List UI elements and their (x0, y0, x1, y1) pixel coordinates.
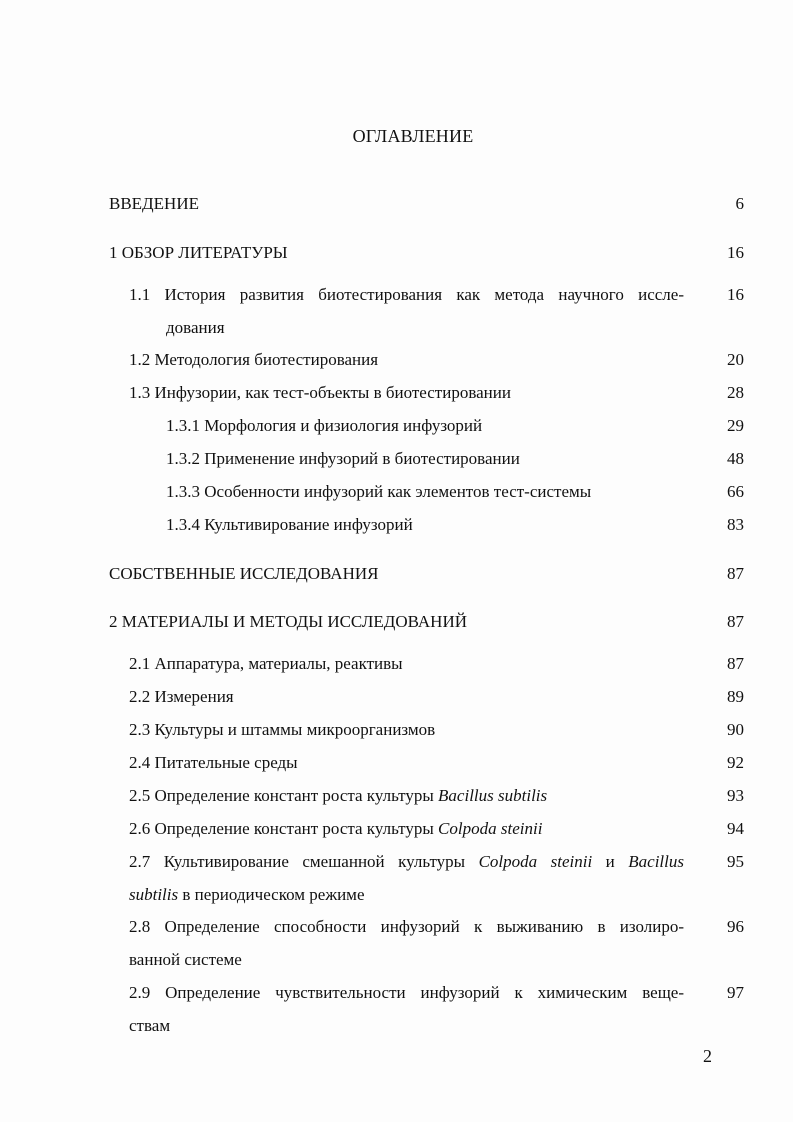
toc-entry-text (129, 779, 547, 812)
toc-entry-text: 1.3 Инфузории, как тест-объекты в биотестировании (129, 383, 511, 402)
toc-entry-text-continuation: ствам (129, 1016, 171, 1035)
toc-entry-text: 1.1 История развития биотестирования как метода научного иссле- (129, 285, 684, 304)
toc-entry-text: 2.1 Аппаратура, материалы, реактивы (129, 654, 403, 673)
toc-entry-text: СОБСТВЕННЫЕ ИССЛЕДОВАНИЯ (109, 564, 379, 583)
species-name: Colpoda steinii (438, 819, 543, 838)
toc-entry-text: 1.3.3 Особенности инфузорий как элементов тест-системы (166, 482, 592, 501)
species-name: Bacillus subtilis (438, 786, 548, 805)
toc-page-number: 16 (727, 285, 744, 304)
toc-page-number: 97 (727, 983, 744, 1002)
toc-entry-text (129, 845, 684, 878)
toc-page-number: 87 (727, 654, 744, 673)
toc-entry-text-plain: в периодическом режиме (178, 885, 365, 904)
toc-entry-text-plain: 2.7 Культивирование смешанной культуры (129, 852, 479, 871)
toc-entry-text: 1.3.4 Культивирование инфузорий (166, 515, 413, 534)
toc-entry-text: 1.3.1 Морфология и физиология инфузорий (166, 416, 483, 435)
toc-page-number: 92 (727, 753, 744, 772)
toc-entry-text-plain: и (592, 852, 629, 871)
toc-page-number: 93 (727, 786, 744, 805)
toc-page-number: 29 (727, 416, 744, 435)
toc-page-number: 94 (727, 819, 744, 838)
toc-entry-text: 2 МАТЕРИАЛЫ И МЕТОДЫ ИССЛЕДОВАНИЙ (109, 612, 468, 631)
toc-entry-text: 2.2 Измерения (129, 687, 234, 706)
footer-page-number: 2 (703, 1046, 712, 1066)
toc-page-number: 83 (727, 515, 744, 534)
toc-page-number: 90 (727, 720, 744, 739)
toc-entry-text: 1.2 Методология биотестирования (129, 350, 379, 369)
toc-entry-text (129, 812, 542, 845)
toc-page-number: 87 (727, 564, 744, 583)
species-name: subtilis (129, 885, 179, 904)
toc-entry-text: 1 ОБЗОР ЛИТЕРАТУРЫ (109, 243, 288, 262)
toc-page-number: 6 (735, 194, 744, 213)
toc-entry-text-plain: 2.6 Определение констант роста культуры (129, 819, 439, 838)
toc-entry-text: ВВЕДЕНИЕ (109, 194, 199, 213)
toc-entry-text-continuation (129, 878, 365, 911)
toc-page-number: 87 (727, 612, 744, 631)
toc-entry-text: 2.8 Определение способности инфузорий к выживанию в изолиро- (129, 917, 684, 936)
toc-page-number: 16 (727, 243, 744, 262)
toc-entry-text: 2.3 Культуры и штаммы микроорганизмов (129, 720, 436, 739)
toc-page-number: 28 (727, 383, 744, 402)
toc-page-number: 20 (727, 350, 744, 369)
toc-entry-text-continuation: дования (166, 318, 225, 337)
species-name: Bacillus (628, 852, 684, 871)
toc-entry-text: 2.4 Питательные среды (129, 753, 298, 772)
toc-page-number: 96 (727, 917, 744, 936)
toc-page-number: 48 (727, 449, 744, 468)
species-name: Colpoda steinii (478, 852, 593, 871)
toc-entry-text: 1.3.2 Применение инфузорий в биотестировании (166, 449, 520, 468)
toc-page-number: 66 (727, 482, 744, 501)
toc-entry-text: 2.9 Определение чувствительности инфузорий к химическим веще- (129, 983, 684, 1002)
toc-page-number: 95 (727, 852, 744, 871)
toc-page-number: 89 (727, 687, 744, 706)
toc-entry-text-plain: 2.5 Определение констант роста культуры (129, 786, 439, 805)
page-title: ОГЛАВЛЕНИЕ (352, 126, 474, 146)
toc-entry-text-continuation: ванной системе (129, 950, 242, 969)
